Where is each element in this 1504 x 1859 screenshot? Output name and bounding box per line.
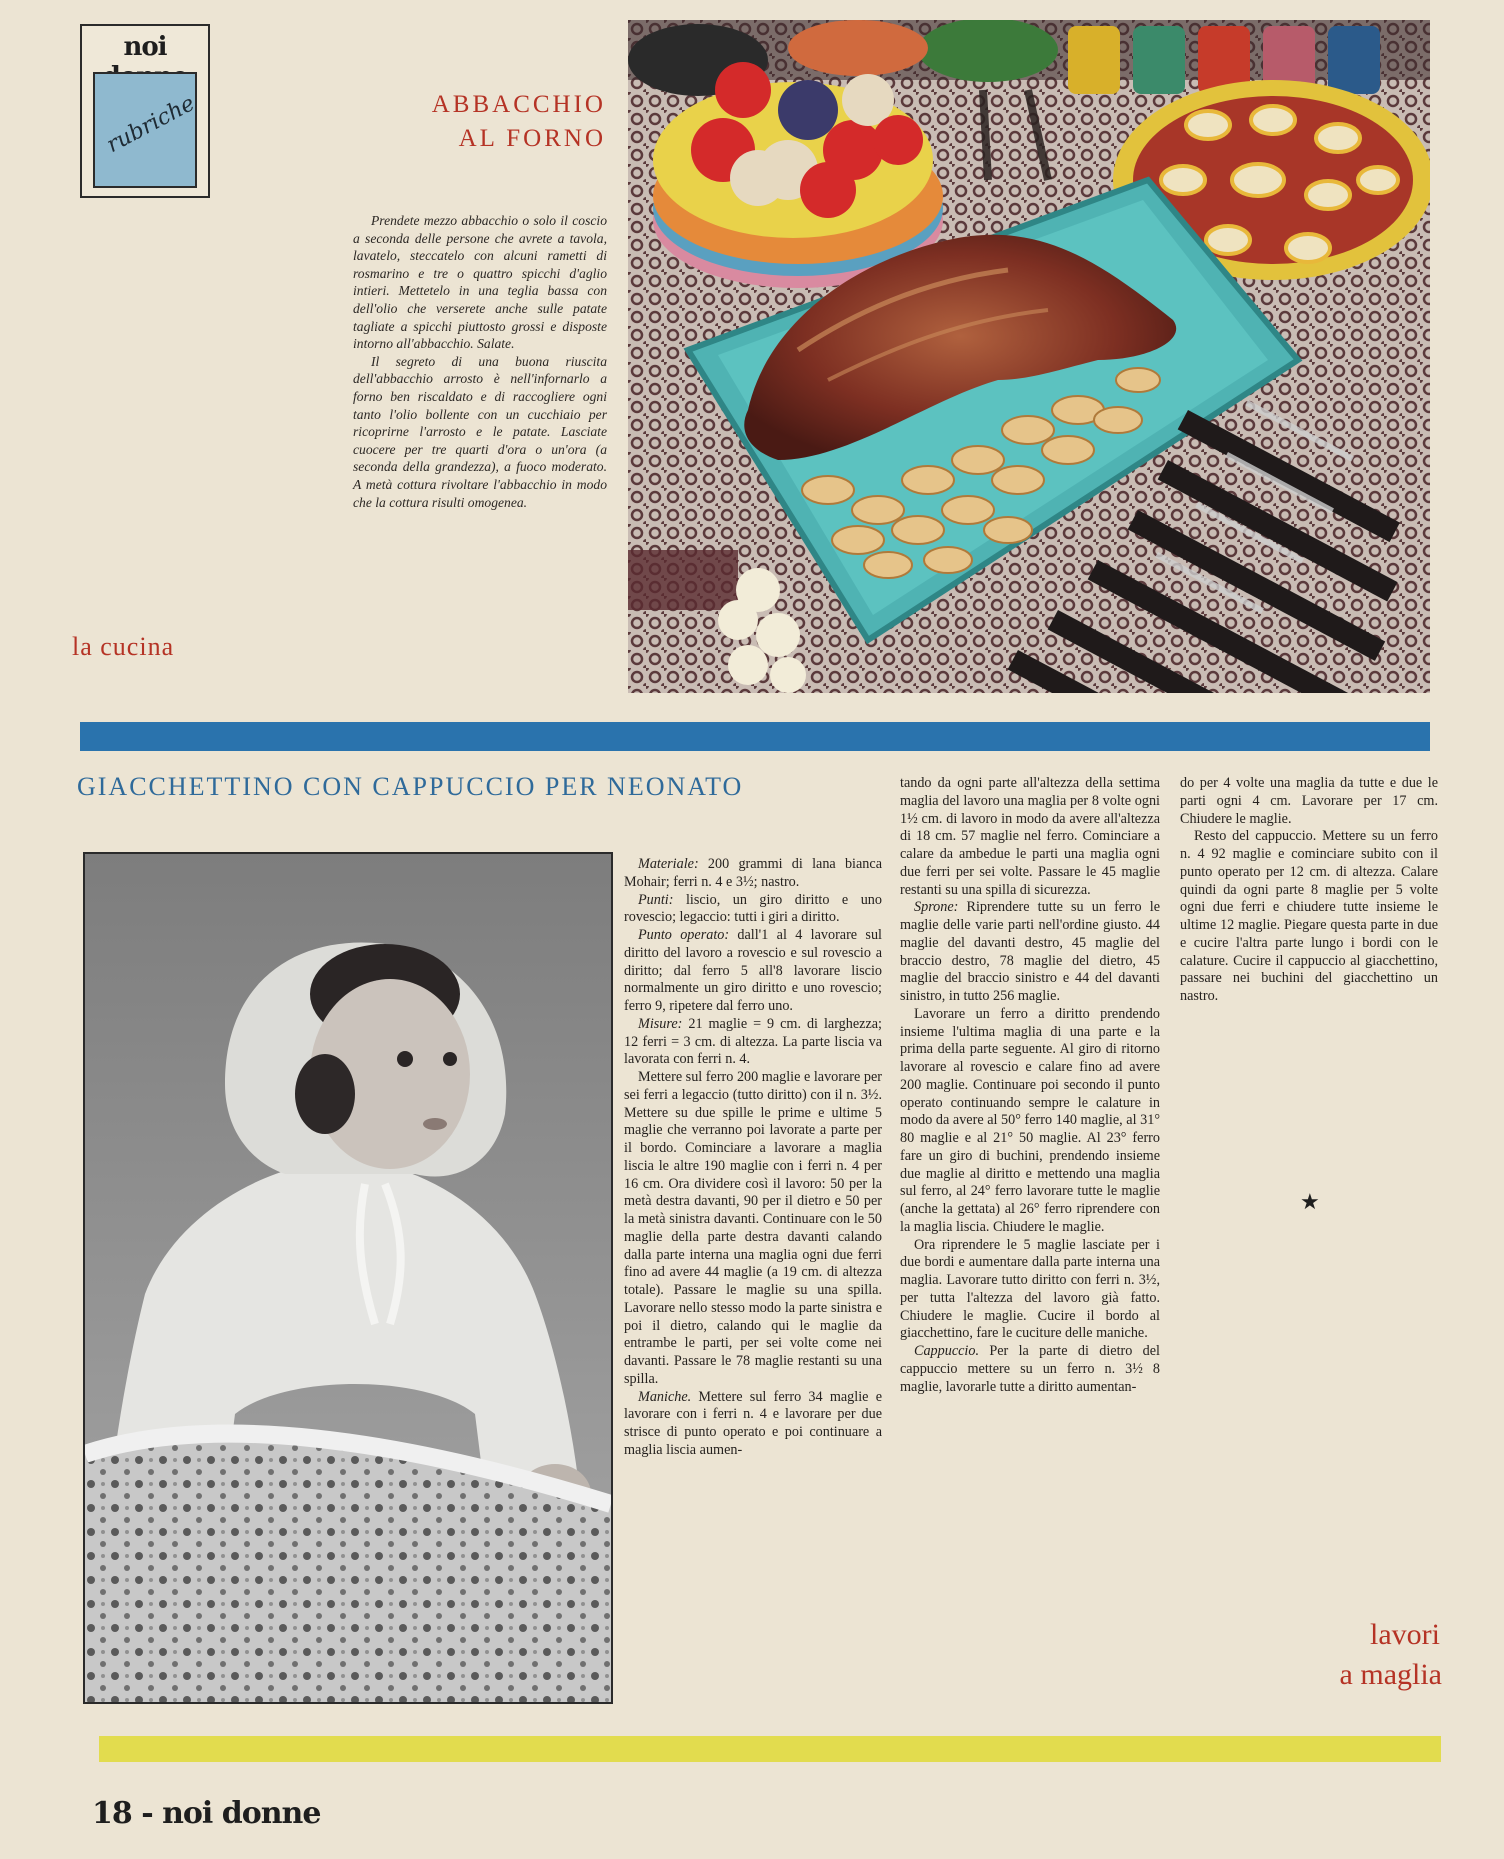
knitting-paragraph — [1180, 828, 1438, 1006]
recipe-title-line1: ABBACCHIO — [431, 91, 606, 118]
masthead-title: noi — [123, 32, 167, 62]
knitting-text: Lavorare un ferro a diritto prendendo insieme l'ultima maglia di una parte e la prima della parte seguente. Al giro di ritorno lavorare al rovescio e calare fino ad avere 200 maglie. Continuare poi secondo il punto operato continuando sempre le calature in modo da avere al 50° ferro 140 maglie, al 31° 80 maglie e al 21° 50 maglie. Al 23° ferro fare un giro di buchini, prendendo insieme due maglie al diritto e mettendo una maglia sul ferro, al 24° ferro lavorare tutte le maglie (anche la gettata) al 26° ferro riprendere con la maglia liscia. Chiudere le maglie. — [900, 1005, 1160, 1235]
recipe-title — [380, 88, 606, 156]
recipe-body — [353, 212, 607, 511]
knitting-paragraph — [624, 856, 882, 892]
knitting-text: 200 grammi di lana bianca Mohair; ferri n. 4 e 3½; nastro. — [624, 856, 882, 890]
knitting-label: Materiale: — [638, 856, 699, 872]
knitting-text: Per la parte di dietro del cappuccio mettere su un ferro n. 3½ 8 maglie, lavorarle tutte a diritto aumentan- — [900, 1343, 1160, 1395]
knitting-paragraph — [624, 1389, 882, 1460]
food-photo — [628, 20, 1430, 693]
knitting-column-1 — [624, 856, 882, 1460]
recipe-title-line2: AL FORNO — [458, 125, 606, 152]
recipe-paragraph: Il segreto di una buona riuscita dell'abbacchio arrosto è nell'infornarlo a forno ben riscaldato e di raccogliere ogni tanto l'olio bollente con un cucchiaio per ricoprirne l'arrosto e le patate. Lasciate cuocere per tre quarti d'ora o un'ora (a seconda della grandezza), a fuoco moderato. A metà cottura rivoltare l'abbacchio in modo che la cottura risulti omogenea. — [353, 353, 607, 510]
knitting-text: do per 4 volte una maglia da tutte e due le parti ogni 4 cm. Lavorare per 17 cm. Chiudere le maglie. — [1180, 775, 1438, 827]
knitting-paragraph — [624, 1069, 882, 1389]
knitting-column-2 — [900, 775, 1160, 1396]
page-footer: 18 - noi donne — [92, 1796, 321, 1831]
section-lavori-line1: lavori — [1370, 1618, 1440, 1651]
knitting-column-3 — [1180, 775, 1438, 1006]
knitting-text: dall'1 al 4 lavorare sul diritto del lavoro a rovescio e sul rovescio a diritto; dal ferro 5 all'8 lavorare liscio normalmente un giro diritto e uno rovescio; ferro 9, ripetere dal ferro uno. — [624, 927, 882, 1014]
knitting-paragraph — [624, 892, 882, 928]
recipe-paragraph: Prendete mezzo abbacchio o solo il coscio a seconda delle persone che avrete a tavola, lavatelo, steccatelo con alcuni rametti di rosmarino e tre o quattro spicchi d'aglio intieri. Mettetelo in una teglia bassa con dell'olio che verserete anche sulle patate tagliate a spicchi piuttosto grossi e disposte intorno all'abbacchio. Salate. — [353, 213, 607, 352]
knitting-label: Misure: — [638, 1015, 683, 1032]
knitting-text: 21 maglie = 9 cm. di larghezza; 12 ferri = 3 cm. di altezza. La parte liscia va lavorata con ferri n. 4. — [624, 1015, 882, 1068]
knitting-text: Mettere sul ferro 200 maglie e lavorare per sei ferri a legaccio (tutto diritto) con il n. 3½. Mettere su due spille le prime e ultime 5 maglie che verranno poi lavorate a parte per il bordo. Cominciare a lavorare a maglia liscia le altre 190 maglie con i ferri n. 4 per 16 cm. Ora dividere così il lavoro: 50 per la metà destra davanti, 90 per il dietro e 50 per la metà sinistra davanti. Continuare con le 50 maglie della parte destra davanti calando dalla parte interna una maglia ogni due ferri fino ad avere 44 maglie (a 19 cm. di altezza totale). Passare le maglie su una spilla. Lavorare nello stesso modo la parte sinistra e poi il dietro, calando qui le maglie da entrambe le parti, per sei volte come nei davanti. Passare le 78 maglie restanti su una spilla. — [624, 1069, 882, 1387]
knitting-paragraph — [900, 1237, 1160, 1344]
knitting-text: tando da ogni parte all'altezza della settima maglia del lavoro una maglia per 8 volte ogni 1½ cm. di lavoro in modo da avere all'altezza di 18 cm. 57 maglie nel ferro. Cominciare a calare da ambedue le parti una maglia ogni due ferri per sei volte. Passare le 45 maglie restanti su una spilla di sicurezza. — [900, 775, 1160, 898]
knitting-text: Riprendere tutte su un ferro le maglie delle varie parti nell'ordine giusto. 44 maglie del davanti destro, 45 maglie del braccio destro, 78 maglie del dietro, 45 maglie del braccio sinistro e 44 del davanti sinistro, in tutto 256 maglie. — [900, 899, 1160, 1004]
knitting-paragraph — [900, 1343, 1160, 1396]
knitting-text: liscio, un giro diritto e uno rovescio; legaccio: tutti i giri a diritto. — [624, 891, 882, 926]
knitting-label: Punti: — [638, 891, 674, 908]
knitting-paragraph — [1180, 775, 1438, 828]
baby-photo-illustration — [85, 854, 611, 1702]
masthead-rubric-box — [93, 72, 200, 188]
knitting-text: Mettere sul ferro 34 maglie e lavorare con i ferri n. 4 e lavorare per due strisce di punto operato e poi continuare a maglia liscia aumen- — [624, 1388, 882, 1458]
blue-divider-band — [80, 722, 1430, 751]
knitting-title: GIACCHETTINO CON CAPPUCCIO PER NEONATO — [77, 772, 744, 801]
knitting-paragraph — [900, 1006, 1160, 1237]
knitting-label: Cappuccio. — [914, 1343, 980, 1359]
food-photo-illustration — [628, 20, 1430, 693]
yellow-divider-band — [99, 1736, 1441, 1762]
section-label-lavori — [1330, 1615, 1440, 1695]
knitting-paragraph — [900, 899, 1160, 1006]
knitting-paragraph — [900, 775, 1160, 899]
knitting-paragraph — [624, 1016, 882, 1069]
star-icon: ★ — [1300, 1190, 1320, 1215]
baby-photo — [83, 852, 613, 1704]
masthead-box — [80, 24, 210, 198]
knitting-text: Resto del cappuccio. Mettere su un ferro n. 4 92 maglie e cominciare subito con il punto operato per 12 cm. di altezza. Calare quindi da ogni parte 8 maglie per 5 volte ogni due ferri e chiudere tutte insieme le ultime 12 maglie. Piegare questa parte in due e cucire l'altra parte lungo i bordi con le calature. Cucire il cappuccio al giacchettino, passare nei buchini del giacchettino un nastro. — [1180, 828, 1438, 1004]
section-lavori-line2: a maglia — [1339, 1658, 1442, 1691]
section-label-cucina: la cucina — [72, 632, 175, 661]
knitting-label: Punto operato: — [638, 927, 730, 943]
masthead-rubric-label: rubriche — [102, 90, 200, 159]
knitting-label: Sprone: — [914, 899, 959, 916]
knitting-paragraph — [624, 927, 882, 1016]
knitting-text: Ora riprendere le 5 maglie lasciate per i due bordi e aumentare dalla parte interna una maglia. Lavorare tutto diritto con ferri n. 3½, per tutta l'altezza del lavoro già fatto. Chiudere le maglie. Cucire il bordo al giacchettino, fare le cuciture delle maniche. — [900, 1236, 1160, 1342]
knitting-label: Maniche. — [638, 1388, 692, 1405]
